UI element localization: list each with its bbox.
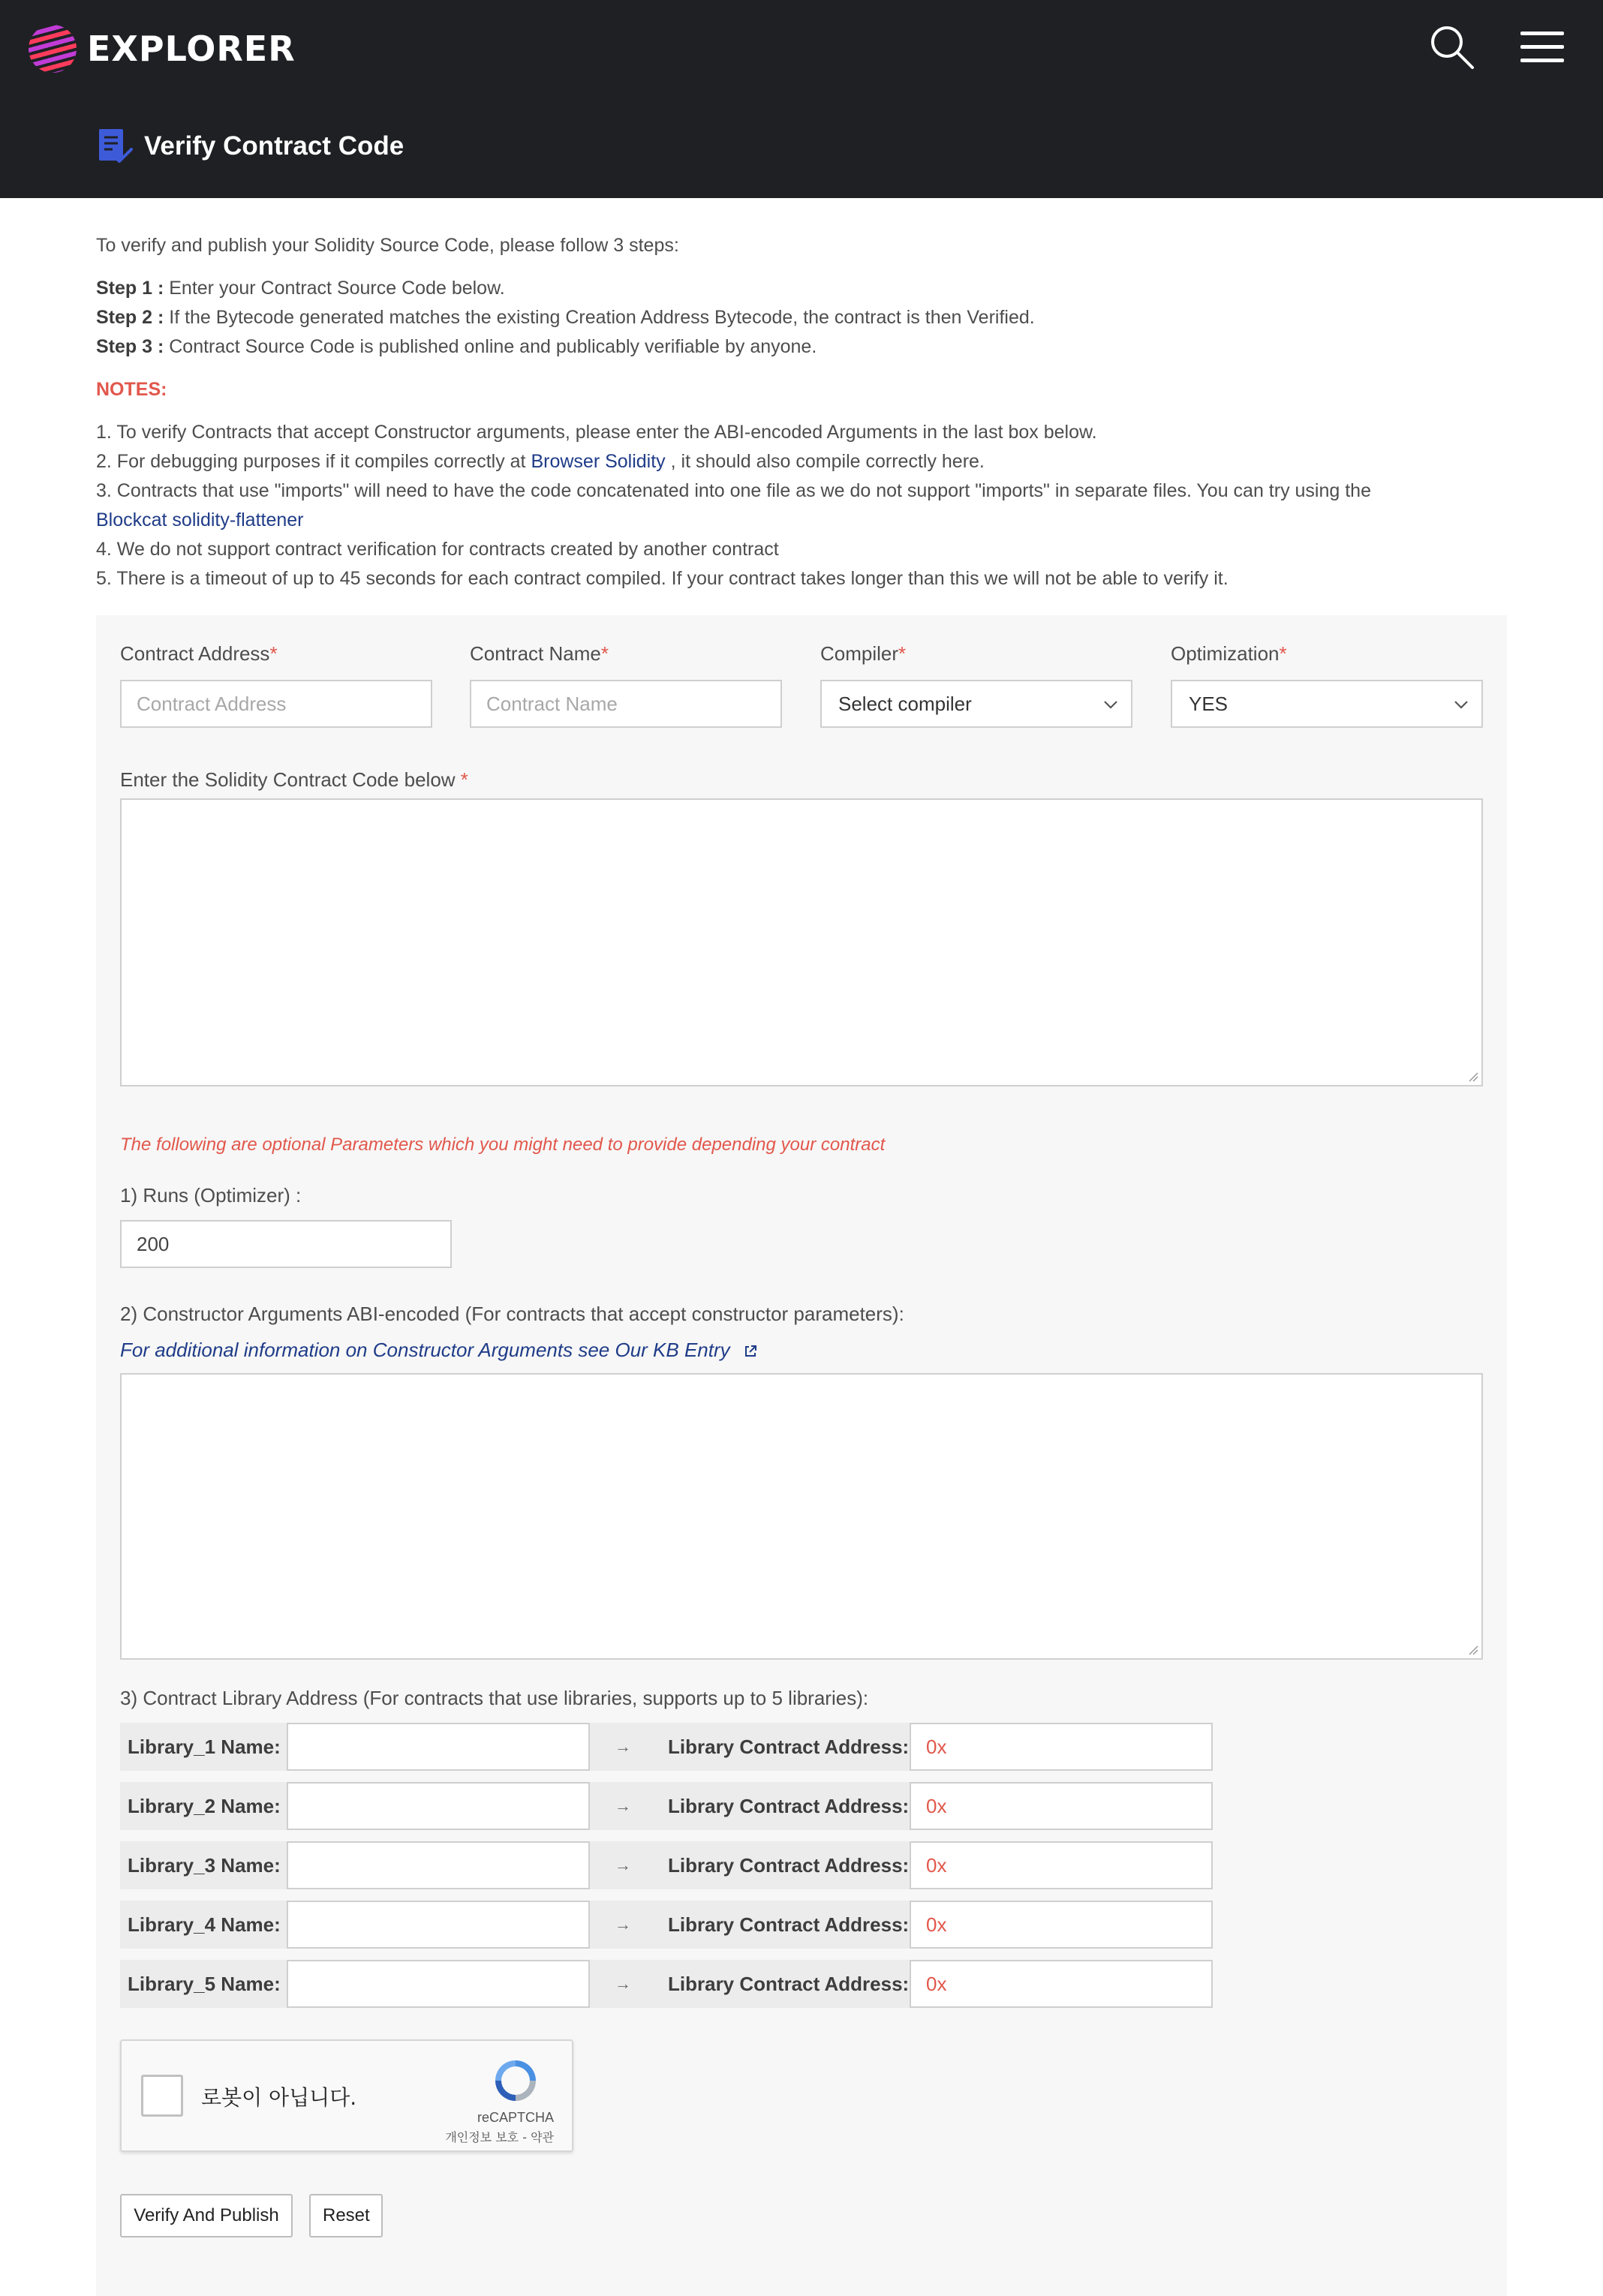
note-3: 3. Contracts that use "imports" will need to have the code concatenated into one file as we do not support "imports" in separate files. You can try using the: [96, 480, 1371, 501]
library-1-name-input[interactable]: [287, 1723, 590, 1771]
library-3-name-input[interactable]: [287, 1841, 590, 1889]
logo-icon: [29, 25, 77, 73]
constructor-args-textarea[interactable]: [120, 1373, 1483, 1660]
note-5: 5. There is a timeout of up to 45 seconds for each contract compiled. If your contract takes longer than this we will not be able to verify it.: [96, 568, 1229, 589]
recaptcha-icon: [491, 2056, 540, 2105]
search-icon[interactable]: [1429, 24, 1475, 71]
compiler-selected-value: Select compiler: [838, 692, 972, 715]
library-4-name-input[interactable]: [287, 1901, 590, 1949]
reset-button[interactable]: Reset: [309, 2194, 383, 2237]
recaptcha-widget: [120, 2039, 573, 2152]
optional-parameters-note: The following are optional Parameters which you might need to provide depending your contract: [120, 1134, 886, 1155]
step-text: Contract Source Code is published online and publicably verifiable by anyone.: [164, 336, 817, 357]
library-address-field-label: Library Contract Address:: [656, 1901, 910, 1949]
library-3-address-input[interactable]: [910, 1841, 1213, 1889]
browser-solidity-link[interactable]: Browser Solidity: [531, 451, 666, 472]
instructions: [96, 231, 1522, 594]
library-row-2: [120, 1782, 1216, 1830]
notes-label: NOTES:: [96, 379, 167, 400]
recaptcha-checkbox[interactable]: [141, 2075, 183, 2117]
steps-list: [96, 274, 1522, 362]
external-link-icon: [743, 1344, 758, 1359]
runs-input[interactable]: [120, 1220, 452, 1268]
step-label: Step 2 :: [96, 307, 164, 328]
constructor-args-label: 2) Constructor Arguments ABI-encoded (For contracts that accept constructor parameters):: [120, 1303, 904, 1325]
library-address-field-label: Library Contract Address:: [656, 1782, 910, 1830]
logo[interactable]: [29, 23, 296, 75]
chevron-down-icon: [1453, 696, 1469, 713]
library-name-label: Library_1 Name:: [120, 1723, 287, 1771]
library-row-1: [120, 1723, 1216, 1771]
library-row-3: [120, 1841, 1216, 1889]
library-4-address-input[interactable]: [910, 1901, 1213, 1949]
note-4: 4. We do not support contract verification for contracts created by another contract: [96, 539, 779, 560]
page-title: Verify Contract Code: [144, 131, 405, 161]
arrow-right-icon: →: [590, 1960, 656, 2008]
library-row-5: [120, 1960, 1216, 2008]
optimization-selected-value: YES: [1189, 692, 1229, 715]
resize-grip-icon[interactable]: [1468, 1645, 1478, 1655]
library-5-address-input[interactable]: [910, 1960, 1213, 2008]
solidity-flattener-link[interactable]: Blockcat solidity-flattener: [96, 509, 304, 530]
note-3-link-line: [96, 506, 1522, 535]
kb-entry-link[interactable]: For additional information on Constructor Arguments see Our KB Entry: [120, 1339, 758, 1362]
verify-and-publish-button[interactable]: Verify And Publish: [120, 2194, 293, 2237]
library-2-address-input[interactable]: [910, 1782, 1213, 1830]
arrow-right-icon: →: [590, 1901, 656, 1949]
step-1: [96, 274, 1522, 303]
library-address-field-label: Library Contract Address:: [656, 1960, 910, 2008]
intro-lead: To verify and publish your Solidity Source Code, please follow 3 steps:: [96, 235, 679, 256]
contract-address-label: Contract Address*: [120, 642, 278, 665]
arrow-right-icon: →: [590, 1723, 656, 1771]
chevron-down-icon: [1102, 696, 1119, 713]
optimization-label: Optimization*: [1171, 642, 1287, 665]
library-5-name-input[interactable]: [287, 1960, 590, 2008]
step-text: Enter your Contract Source Code below.: [164, 278, 505, 299]
library-address-field-label: Library Contract Address:: [656, 1841, 910, 1889]
contract-name-label: Contract Name*: [470, 642, 609, 665]
verify-document-icon: [98, 128, 134, 165]
library-1-address-input[interactable]: [910, 1723, 1213, 1771]
compiler-select[interactable]: [820, 680, 1132, 728]
recaptcha-privacy-terms-links[interactable]: 개인정보 보호 - 약관: [445, 2130, 554, 2144]
contract-name-input[interactable]: [470, 680, 782, 728]
arrow-right-icon: →: [590, 1841, 656, 1889]
step-text: If the Bytecode generated matches the existing Creation Address Bytecode, the contract is then Verified.: [164, 307, 1035, 328]
library-name-label: Library_2 Name:: [120, 1782, 287, 1830]
step-3: [96, 332, 1522, 362]
source-code-textarea[interactable]: [120, 798, 1483, 1086]
note-1: 1. To verify Contracts that accept Constructor arguments, please enter the ABI-encoded Arguments in the last box below.: [96, 422, 1097, 443]
library-row-4: [120, 1901, 1216, 1949]
header: [0, 0, 1603, 198]
library-name-label: Library_3 Name:: [120, 1841, 287, 1889]
library-2-name-input[interactable]: [287, 1782, 590, 1830]
library-name-label: Library_4 Name:: [120, 1901, 287, 1949]
recaptcha-brand: reCAPTCHA: [477, 2110, 554, 2125]
step-label: Step 1 :: [96, 278, 164, 299]
contract-address-input[interactable]: [120, 680, 432, 728]
optimization-select[interactable]: [1171, 680, 1483, 728]
arrow-right-icon: →: [590, 1782, 656, 1830]
logo-text: EXPLORER: [87, 29, 296, 69]
note-text: 2. For debugging purposes if it compiles correctly at: [96, 451, 531, 472]
note-text: , it should also compile correctly here.: [665, 451, 985, 472]
runs-label: 1) Runs (Optimizer) :: [120, 1184, 302, 1207]
recaptcha-label: 로봇이 아닙니다.: [201, 2085, 357, 2110]
step-label: Step 3 :: [96, 336, 164, 357]
source-code-label: Enter the Solidity Contract Code below *: [120, 768, 468, 791]
library-name-label: Library_5 Name:: [120, 1960, 287, 2008]
page-heading: [98, 128, 404, 165]
library-address-field-label: Library Contract Address:: [656, 1723, 910, 1771]
compiler-label: Compiler*: [820, 642, 907, 665]
menu-icon[interactable]: [1520, 29, 1565, 66]
step-2: [96, 303, 1522, 332]
note-2: [96, 447, 1522, 476]
library-address-label: 3) Contract Library Address (For contracts that use libraries, supports up to 5 libraries):: [120, 1687, 869, 1709]
resize-grip-icon[interactable]: [1468, 1071, 1478, 1082]
